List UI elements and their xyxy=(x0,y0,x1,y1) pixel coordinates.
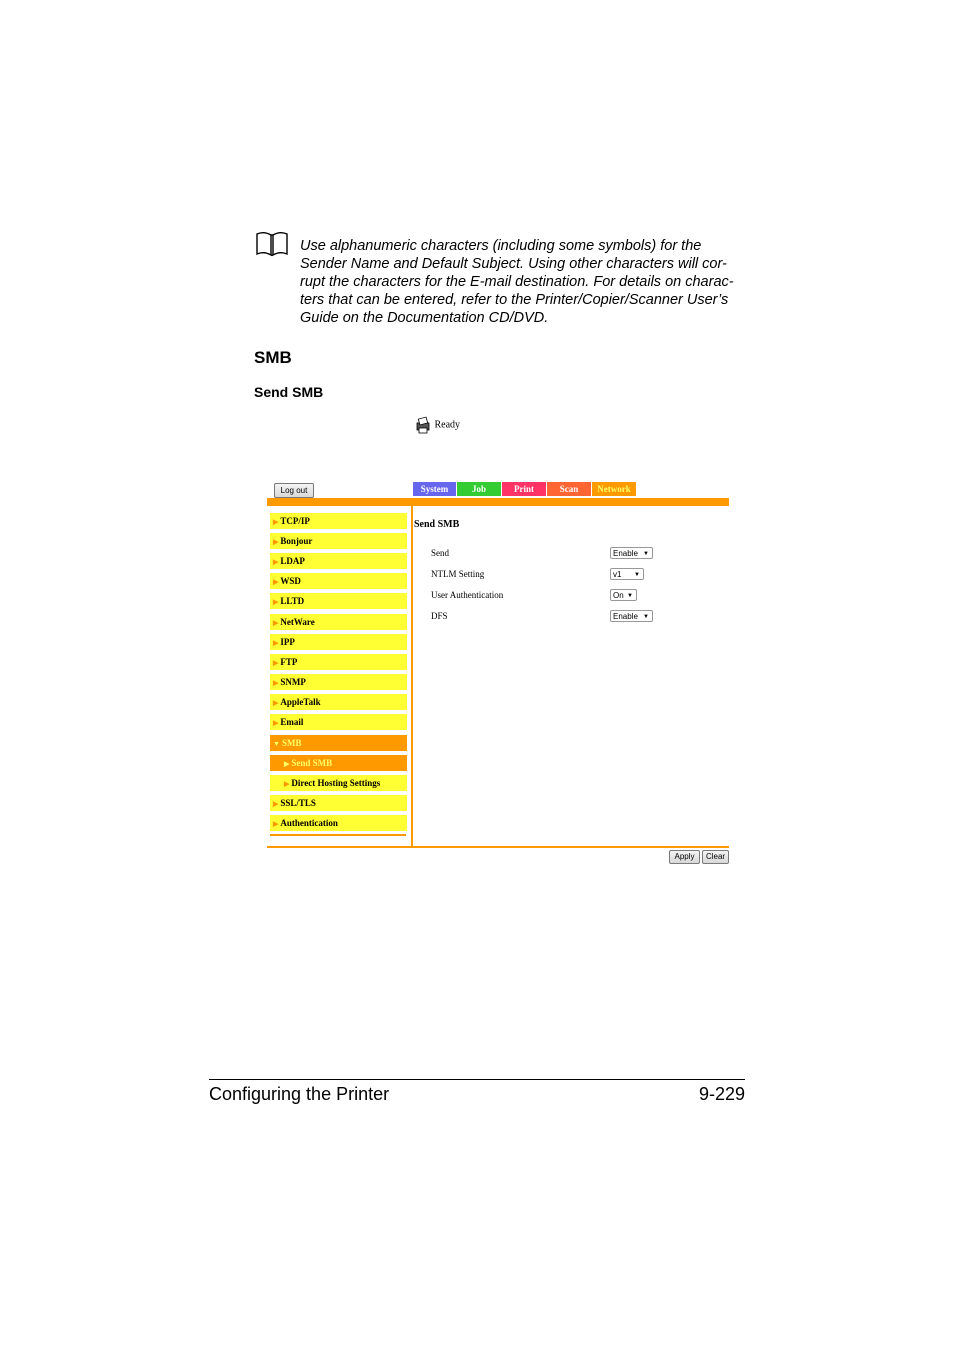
sidebar-item-label: SNMP xyxy=(280,677,306,687)
arrow-right-icon: ▶ xyxy=(273,699,279,707)
sidebar-item-wsd[interactable] xyxy=(270,573,407,589)
sidebar-item-label: NetWare xyxy=(280,617,315,627)
setting-label: DFS xyxy=(431,611,448,621)
caret-down-icon: ▼ xyxy=(643,551,649,557)
sidebar-item-label: FTP xyxy=(280,657,298,667)
section-title: SMB xyxy=(254,348,292,367)
content-title: Send SMB xyxy=(414,519,460,530)
sidebar-item-label: Bonjour xyxy=(280,536,313,546)
footer-chapter-title: Configuring the Printer xyxy=(209,1084,390,1104)
ntlm-select[interactable] xyxy=(610,568,644,580)
footer-bar xyxy=(267,846,729,848)
sidebar-item-snmp[interactable] xyxy=(270,674,407,690)
tab-network[interactable]: Network xyxy=(592,482,636,496)
arrow-right-icon: ▶ xyxy=(284,780,290,788)
setting-label: Send xyxy=(431,548,449,558)
sidebar-item-netware[interactable] xyxy=(270,614,407,630)
status-text: Ready xyxy=(434,419,461,431)
sidebar-item-lltd[interactable] xyxy=(270,593,407,609)
send-select[interactable] xyxy=(610,547,653,559)
tab-scan[interactable]: Scan xyxy=(547,482,591,496)
arrow-right-icon: ▶ xyxy=(273,538,279,546)
note-line: Use alphanumeric characters (including some symbols) for the xyxy=(300,238,702,254)
caret-down-icon: ▼ xyxy=(643,614,649,620)
note-line: ters that can be entered, refer to the Printer/Copier/Scanner User’s xyxy=(300,292,729,308)
sidebar-item-appletalk[interactable] xyxy=(270,694,407,710)
sidebar-item-label: LLTD xyxy=(280,596,305,606)
sidebar-item-label: Email xyxy=(280,717,304,727)
sidebar-bottom-rule xyxy=(270,834,406,836)
arrow-right-icon: ▶ xyxy=(273,719,279,727)
note-line: Guide on the Documentation CD/DVD. xyxy=(300,310,549,326)
caret-down-icon: ▼ xyxy=(627,593,633,599)
sidebar-divider xyxy=(411,506,413,846)
arrow-right-icon: ▶ xyxy=(273,820,279,828)
sidebar-item-label: Direct Hosting Settings xyxy=(291,778,381,788)
sidebar-item-label: WSD xyxy=(280,576,301,586)
select-value: On xyxy=(613,591,624,600)
footer-rule xyxy=(209,1079,745,1080)
sidebar-item-ssl-tls[interactable] xyxy=(270,795,407,811)
printer-icon xyxy=(414,419,435,430)
header-bar xyxy=(267,498,729,506)
note-line: rupt the characters for the E-mail destination. For details on charac- xyxy=(300,274,734,290)
arrow-right-icon: ▶ xyxy=(273,578,279,586)
sidebar-item-label: TCP/IP xyxy=(280,516,310,526)
note-text xyxy=(300,237,745,327)
sidebar-item-label: LDAP xyxy=(280,556,305,566)
arrow-right-icon: ▶ xyxy=(273,518,279,526)
sidebar-item-bonjour[interactable] xyxy=(270,533,407,549)
user-auth-select[interactable] xyxy=(610,589,637,601)
logout-button[interactable]: Log out xyxy=(274,483,314,498)
sidebar-item-email[interactable] xyxy=(270,714,407,730)
sidebar-item-smb[interactable] xyxy=(270,735,407,751)
page-number: 9-229 xyxy=(698,1084,745,1104)
status-indicator xyxy=(414,416,460,434)
sidebar-item-send-smb[interactable] xyxy=(270,755,407,771)
tab-system[interactable]: System xyxy=(413,482,456,496)
tab-job[interactable]: Job xyxy=(457,482,501,496)
arrow-right-icon: ▶ xyxy=(273,800,279,808)
note-line: Sender Name and Default Subject. Using other characters will cor- xyxy=(300,256,727,272)
arrow-right-icon: ▶ xyxy=(273,679,279,687)
sidebar-item-label: AppleTalk xyxy=(280,697,321,707)
sidebar-item-direct-hosting[interactable] xyxy=(270,775,407,791)
tab-print[interactable]: Print xyxy=(502,482,546,496)
arrow-down-icon: ▼ xyxy=(273,740,280,748)
subsection-title: Send SMB xyxy=(254,384,324,400)
sidebar-item-label: SSL/TLS xyxy=(280,798,316,808)
apply-button[interactable]: Apply xyxy=(669,850,700,864)
sidebar-item-label: Send SMB xyxy=(291,758,333,768)
sidebar-item-label: IPP xyxy=(280,637,295,647)
setting-label: User Authentication xyxy=(431,590,504,600)
tab-bar xyxy=(413,482,637,496)
sidebar-item-ftp[interactable] xyxy=(270,654,407,670)
arrow-right-icon: ▶ xyxy=(273,619,279,627)
book-icon xyxy=(255,231,289,257)
sidebar-item-ldap[interactable] xyxy=(270,553,407,569)
select-value: Enable xyxy=(613,612,638,621)
arrow-right-icon: ▶ xyxy=(273,598,279,606)
arrow-right-icon: ▶ xyxy=(273,639,279,647)
select-value: Enable xyxy=(613,549,638,558)
setting-label: NTLM Setting xyxy=(431,569,485,579)
sidebar-item-label: SMB xyxy=(281,738,302,748)
select-value: v1 xyxy=(613,570,622,579)
sidebar-item-label: Authentication xyxy=(280,818,338,828)
caret-down-icon: ▼ xyxy=(634,572,640,578)
arrow-right-icon: ▶ xyxy=(284,760,290,768)
sidebar-item-tcpip[interactable] xyxy=(270,513,407,529)
sidebar-item-ipp[interactable] xyxy=(270,634,407,650)
clear-button[interactable]: Clear xyxy=(702,850,729,864)
arrow-right-icon: ▶ xyxy=(273,659,279,667)
sidebar-item-authentication[interactable] xyxy=(270,815,407,831)
arrow-right-icon: ▶ xyxy=(273,558,279,566)
dfs-select[interactable] xyxy=(610,610,653,622)
